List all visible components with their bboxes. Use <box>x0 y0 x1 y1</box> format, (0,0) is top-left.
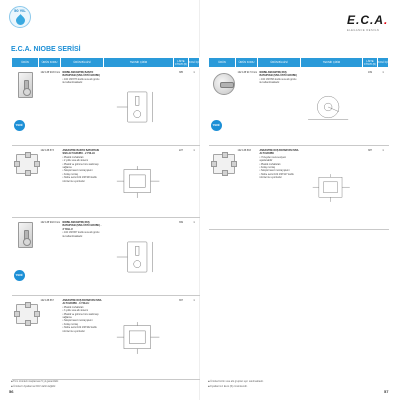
box-quantity: 1 <box>378 68 389 146</box>
drawing-inner-cartridge <box>129 175 145 187</box>
technical-drawing <box>305 151 359 225</box>
header-code: ÜRÜN KODU <box>39 58 61 68</box>
pipe-connector <box>14 311 20 317</box>
product-feature: • Sıkıştırmasız montaj işlemi <box>62 169 93 173</box>
table-row <box>12 296 200 380</box>
product-title: NIOBE ANKASTRE BANYO BATARYASI (SIVA ÜSTÜ GRUBU) <box>62 71 100 78</box>
header-drawing: TEKNİK ÇİZİM <box>104 58 174 68</box>
product-feature: • Yüzeyden sıva seviyesi ayarlanabilir <box>259 155 286 163</box>
header-description: ÜRÜN BİLGİSİ <box>61 58 104 68</box>
product-code: 102 138 917 Krom <box>236 68 258 146</box>
drawing-handle <box>135 96 139 105</box>
header-code: ÜRÜN KODU <box>236 58 258 68</box>
product-feature: • 102 138 893 kodlu sıva altı grubu ile kullanılmaktadır. <box>259 77 297 85</box>
drawing-body-outline <box>123 326 150 349</box>
product-title: NIOBE ANKASTRE DUŞ BATARYASI (SIVA ÜSTÜ GRUBU) - 3 YOLLU <box>62 221 102 231</box>
product-code: 102 138 902 Krom <box>39 218 61 296</box>
concealed-body-image <box>16 154 38 174</box>
product-feature: • 102 138 867 kodlu sıva altı grubu ile kullanılmaktadır. <box>62 231 100 238</box>
box-quantity: 1 <box>189 146 200 218</box>
box-quantity: 1 <box>189 218 200 296</box>
left-product-table <box>11 57 200 380</box>
page-number-left: 56 <box>9 389 14 394</box>
round-valve-plate-image <box>213 73 235 95</box>
header-qty: KOLİ İÇİ <box>189 58 200 68</box>
product-feature: • Plastik muhafazalı <box>62 305 84 309</box>
product-description <box>258 68 301 146</box>
technical-drawing <box>108 301 170 375</box>
drawing-inner-cartridge <box>129 331 145 343</box>
technical-drawing-svg <box>108 301 170 375</box>
list-price: 169 <box>363 68 378 146</box>
drawing-inner-cartridge <box>323 182 337 193</box>
list-price: 387 <box>363 146 378 230</box>
product-image-cell <box>12 296 39 380</box>
product-feature: • Niobe serisi 102 138 917 kodlu ürünler ile uyumludur <box>259 172 294 180</box>
table-row <box>12 68 200 146</box>
footnote-right-2: ■ Fiyatlarımız Euro (€) cinsindendir. <box>208 385 248 388</box>
table-header-row <box>209 58 389 68</box>
footnote-left-1: ■ Tüm ürünlerin kaplaması 5 yıl garantilidir. <box>11 380 59 383</box>
product-code: 102 138 903 Krom <box>39 68 61 146</box>
product-image-cell <box>12 68 39 146</box>
drawing-cartridge <box>324 103 332 111</box>
product-code: 102 138 893 <box>236 146 258 230</box>
product-feature: • Plastik ve gömme boru sarkmayı sağlama <box>62 312 99 320</box>
right-product-table <box>208 57 389 230</box>
brand-subtitle: ELEGANCE DESIGN <box>347 29 380 32</box>
technical-drawing <box>108 73 170 141</box>
pipe-connector <box>211 161 217 167</box>
drawing-body-outline <box>123 170 150 193</box>
valve-lever <box>220 82 234 88</box>
pipe-connector <box>222 152 228 158</box>
drawing-handle <box>135 246 139 255</box>
technical-drawing <box>305 73 359 141</box>
brand-logo: E.C.A. <box>347 13 389 27</box>
new-badge: YENİ <box>211 120 222 131</box>
new-badge: YENİ <box>14 120 25 131</box>
box-quantity: 1 <box>378 146 389 230</box>
product-title: ANKASTRE DUŞ BATARYASI SIVA ALTI GRUBU - 3 YOLLU <box>62 299 102 306</box>
product-image-cell <box>209 146 236 230</box>
product-feature: • Sıkıştırmasız montaj işlemi <box>259 169 290 173</box>
technical-drawing-cell <box>104 296 174 380</box>
footnote-right-1: ■ Ürünlerimizin sıva altı grupları ayrı satılmaktadır. <box>208 380 264 383</box>
product-description <box>61 218 104 296</box>
table-header-row <box>12 58 200 68</box>
list-price: 399 <box>174 218 189 296</box>
product-feature: • Niobe serisi 102 138 902 kodlu ürünler ile uyumludur <box>62 326 97 333</box>
technical-drawing-svg <box>108 223 170 291</box>
pipe-connector <box>25 320 31 326</box>
technical-drawing-cell <box>301 146 363 230</box>
product-feature: • Kolay montaj <box>259 166 275 170</box>
header-product: ÜRÜN <box>12 58 39 68</box>
technical-drawing-svg <box>108 151 170 213</box>
product-code: 102 138 873 <box>39 146 61 218</box>
footnote-left-2: ■ Ürünlerin fiyatlarına KDV dahil değildir. <box>11 385 57 388</box>
product-title: ANKASTRE BANYO BATARYASI SIVA ALTI GRUBU - 2 YOLLU <box>62 149 100 156</box>
technical-drawing <box>108 151 170 213</box>
product-feature: • 102 138 873 kodlu sıva altı grubu ile kullanılmaktadır. <box>62 77 100 85</box>
product-feature: • Plastik ve gömme boru sarkmayı sağlama <box>62 162 99 170</box>
concealed-body-image <box>213 154 235 174</box>
list-price: 367 <box>174 296 189 380</box>
technical-drawing-svg <box>305 73 359 141</box>
table-row <box>12 218 200 296</box>
product-description <box>61 68 104 146</box>
header-description: ÜRÜN BİLGİSİ <box>258 58 301 68</box>
technical-drawing-cell <box>104 146 174 218</box>
table-row <box>209 146 389 230</box>
technical-drawing-svg <box>108 73 170 141</box>
product-description <box>258 146 301 230</box>
diverter-knob <box>23 88 31 96</box>
technical-drawing-svg <box>305 151 359 225</box>
product-feature: • Plastik muhafazalı <box>259 162 281 166</box>
diverter-knob <box>23 238 31 246</box>
drawing-diverter <box>133 261 140 268</box>
drawing-body-outline <box>318 177 341 197</box>
product-feature: • Niobe serisi 102 138 903 kodlu ürünler ile uyumludur <box>62 176 97 183</box>
table-row <box>12 146 200 218</box>
header-price: LİSTE FİYATI (€) <box>364 59 376 66</box>
shower-valve-plate-image <box>18 72 33 98</box>
pipe-connector <box>25 302 31 308</box>
pipe-connector <box>25 170 31 176</box>
product-feature: • Plastik muhafazalı <box>62 155 84 159</box>
box-quantity: 1 <box>189 68 200 146</box>
pipe-connector <box>25 152 31 158</box>
table-row <box>209 68 389 146</box>
header-product: ÜRÜN <box>209 58 236 68</box>
header-drawing: TEKNİK ÇİZİM <box>301 58 363 68</box>
product-feature: • Sıkıştırmasız montaj işlemi <box>62 319 93 323</box>
pipe-connector <box>14 161 20 167</box>
box-quantity: 1 <box>189 296 200 380</box>
drawing-lever <box>328 107 339 112</box>
list-price: 385 <box>174 68 189 146</box>
page-number-right: 57 <box>384 389 389 394</box>
technical-drawing <box>108 223 170 291</box>
anniversary-badge-text: 50 YIL <box>14 8 26 13</box>
product-title: ANKASTRE DUŞ BATARYASI SIVA ALTI GRUBU <box>259 149 299 156</box>
product-image-cell <box>12 218 39 296</box>
product-feature: • Kolay montaj <box>62 322 78 326</box>
product-code: 102 138 867 <box>39 296 61 380</box>
header-qty: KOLİ İÇİ <box>378 58 389 68</box>
drawing-diverter <box>133 111 140 118</box>
concealed-body-image <box>16 304 38 324</box>
shower-valve-plate-image <box>18 222 33 248</box>
header-price: LİSTE FİYATI (€) <box>175 59 187 66</box>
product-description <box>61 146 104 218</box>
series-title: E.C.A. NIOBE SERİSİ <box>11 46 81 53</box>
product-feature: • Kolay montaj <box>62 172 78 176</box>
product-feature: • 2 yollu sıva altı sistemi <box>62 159 88 163</box>
list-price: 227 <box>174 146 189 218</box>
new-badge: YENİ <box>14 270 25 281</box>
product-feature: • 3 yollu sıva altı sistemi <box>62 309 88 313</box>
product-description <box>61 296 104 380</box>
product-image-cell <box>209 68 236 146</box>
product-title: NIOBE ANKASTRE DUŞ BATARYASI (SIVA ÜSTÜ GRUBU) <box>259 71 297 78</box>
product-image-cell <box>12 146 39 218</box>
pipe-connector <box>222 170 228 176</box>
